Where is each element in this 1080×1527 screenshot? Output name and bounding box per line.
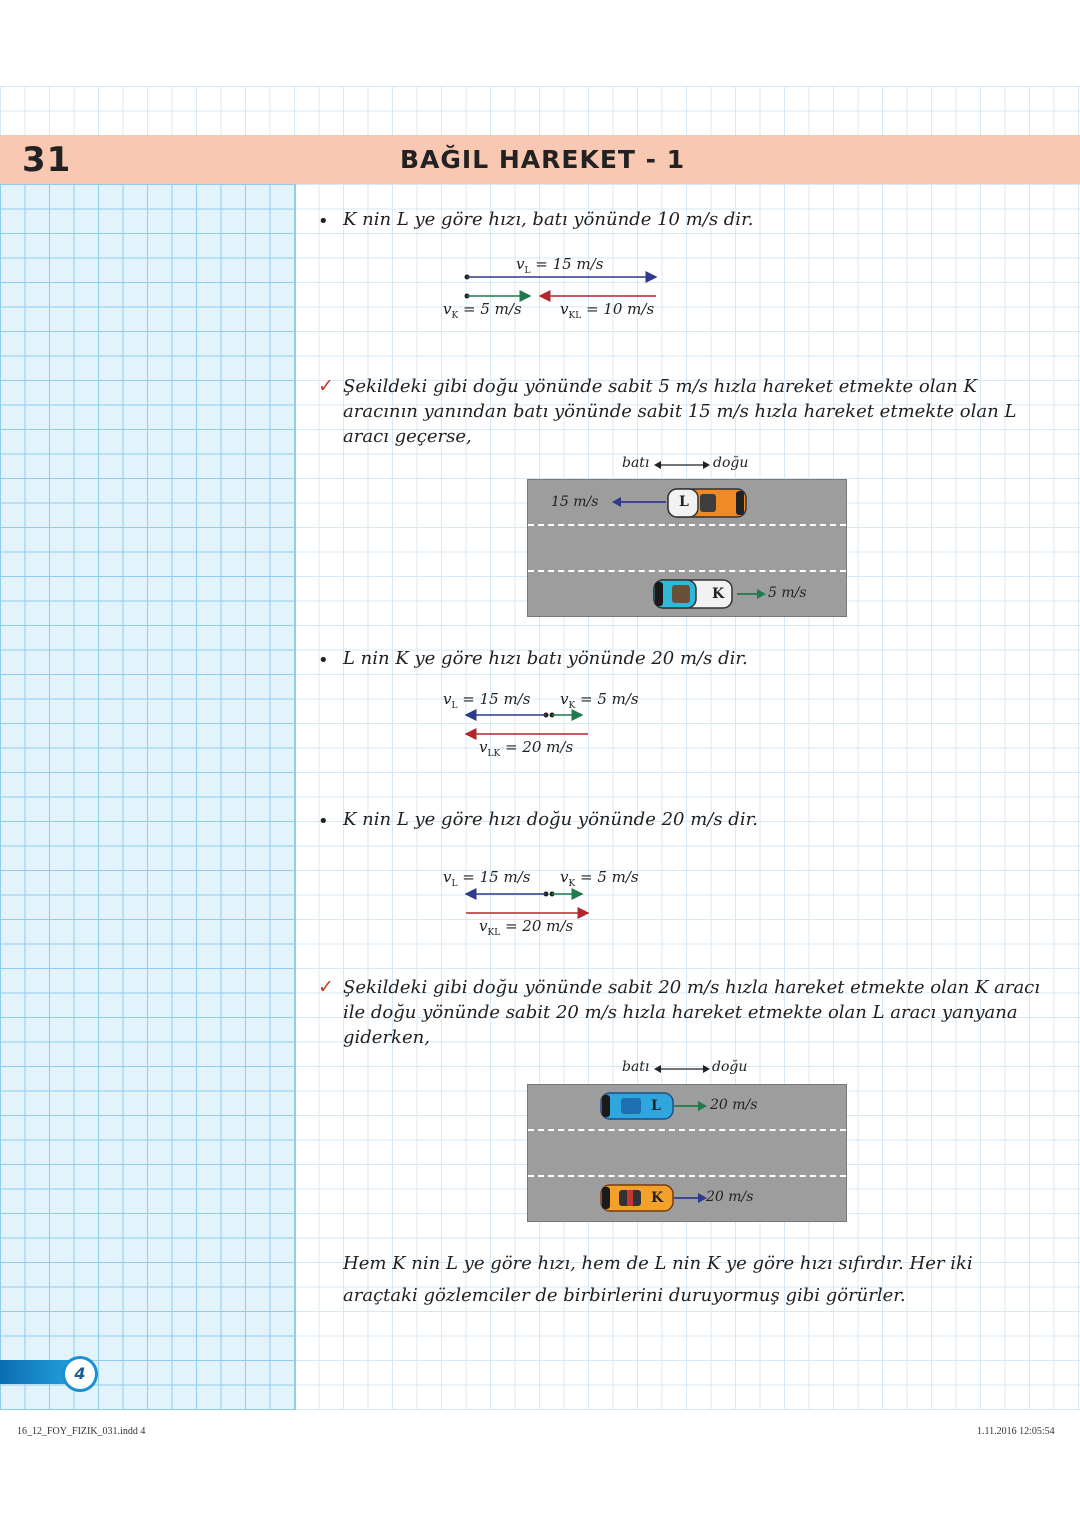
label-vK-4: $v_K = 5$ m/s: [560, 868, 639, 889]
label-vKL-4: $v_{KL} = 20$ m/s: [479, 917, 574, 938]
velocity-arrow-K: [736, 588, 766, 600]
car-L-label: L: [679, 494, 689, 510]
left-margin-panel: [0, 184, 296, 1410]
car-L-icon: [599, 1090, 675, 1122]
label-vL-1: $v_L = 15$ m/s: [516, 255, 604, 276]
direction-west: batı: [622, 455, 650, 471]
label-vKL-1: $v_{KL} = 10$ m/s: [560, 300, 655, 321]
car-K-speed: 20 m/s: [706, 1189, 754, 1205]
direction-west: batı: [622, 1059, 650, 1075]
footer-timestamp: 1.11.2016 12:05:54: [977, 1426, 1055, 1437]
page-number: 4: [62, 1356, 98, 1392]
unit-number: 31: [22, 140, 72, 180]
vector-diagram-4: [460, 887, 595, 921]
check-icon: ✓: [318, 375, 334, 397]
velocity-arrow-L: [612, 496, 668, 508]
velocity-arrow-K: [673, 1192, 707, 1204]
label-vLK-3: $v_{LK} = 20$ m/s: [479, 738, 574, 759]
car-L-speed: 15 m/s: [551, 494, 599, 510]
paragraph-5: Şekildeki gibi doğu yönünde sabit 20 m/s hızla hareket etmekte olan K aracı ile doğu yönünde sabit 20 m/s hızla hareket etmekte olan L aracı yanyana giderken,: [343, 977, 1041, 1048]
bullet-icon: •: [318, 650, 329, 671]
label-vK-1: $v_K = 5$ m/s: [443, 300, 522, 321]
car-K-label: K: [712, 586, 725, 602]
bullet-icon: •: [318, 811, 329, 832]
statement-1: K nin L ye göre hızı, batı yönünde 10 m/s dir.: [343, 209, 754, 230]
bullet-icon: •: [318, 211, 329, 232]
direction-east: doğu: [712, 1059, 748, 1075]
footer-filename: 16_12_FOY_FIZIK_031.indd 4: [17, 1426, 146, 1437]
velocity-arrow-L: [673, 1100, 707, 1112]
page-title: BAĞIL HAREKET - 1: [400, 145, 686, 174]
direction-arrow-icon: [654, 459, 710, 471]
conclusion-text: Hem K nin L ye göre hızı, hem de L nin K ye göre hızı sıfırdır. Her iki araçtaki gözlemciler de birbirlerini duruyormuş gibi görürler.: [343, 1253, 973, 1306]
direction-arrow-icon: [654, 1063, 710, 1075]
car-L-speed: 20 m/s: [710, 1097, 758, 1113]
label-vL-3: $v_L = 15$ m/s: [443, 690, 531, 711]
car-K-speed: 5 m/s: [768, 585, 807, 601]
car-K-label: K: [651, 1190, 664, 1206]
statement-4: K nin L ye göre hızı doğu yönünde 20 m/s dir.: [343, 809, 758, 830]
direction-east: doğu: [713, 455, 749, 471]
vector-diagram-3: [460, 708, 595, 742]
check-icon: ✓: [318, 976, 334, 998]
statement-3: L nin K ye göre hızı batı yönünde 20 m/s dir.: [343, 648, 748, 669]
car-L-label: L: [651, 1098, 661, 1114]
car-K-icon: [599, 1182, 675, 1214]
label-vL-4: $v_L = 15$ m/s: [443, 868, 531, 889]
label-vK-3: $v_K = 5$ m/s: [560, 690, 639, 711]
paragraph-2: Şekildeki gibi doğu yönünde sabit 5 m/s hızla hareket etmekte olan K aracının yanından batı yönünde sabit 15 m/s hızla hareket etmekte olan L aracı geçerse,: [343, 376, 1017, 447]
